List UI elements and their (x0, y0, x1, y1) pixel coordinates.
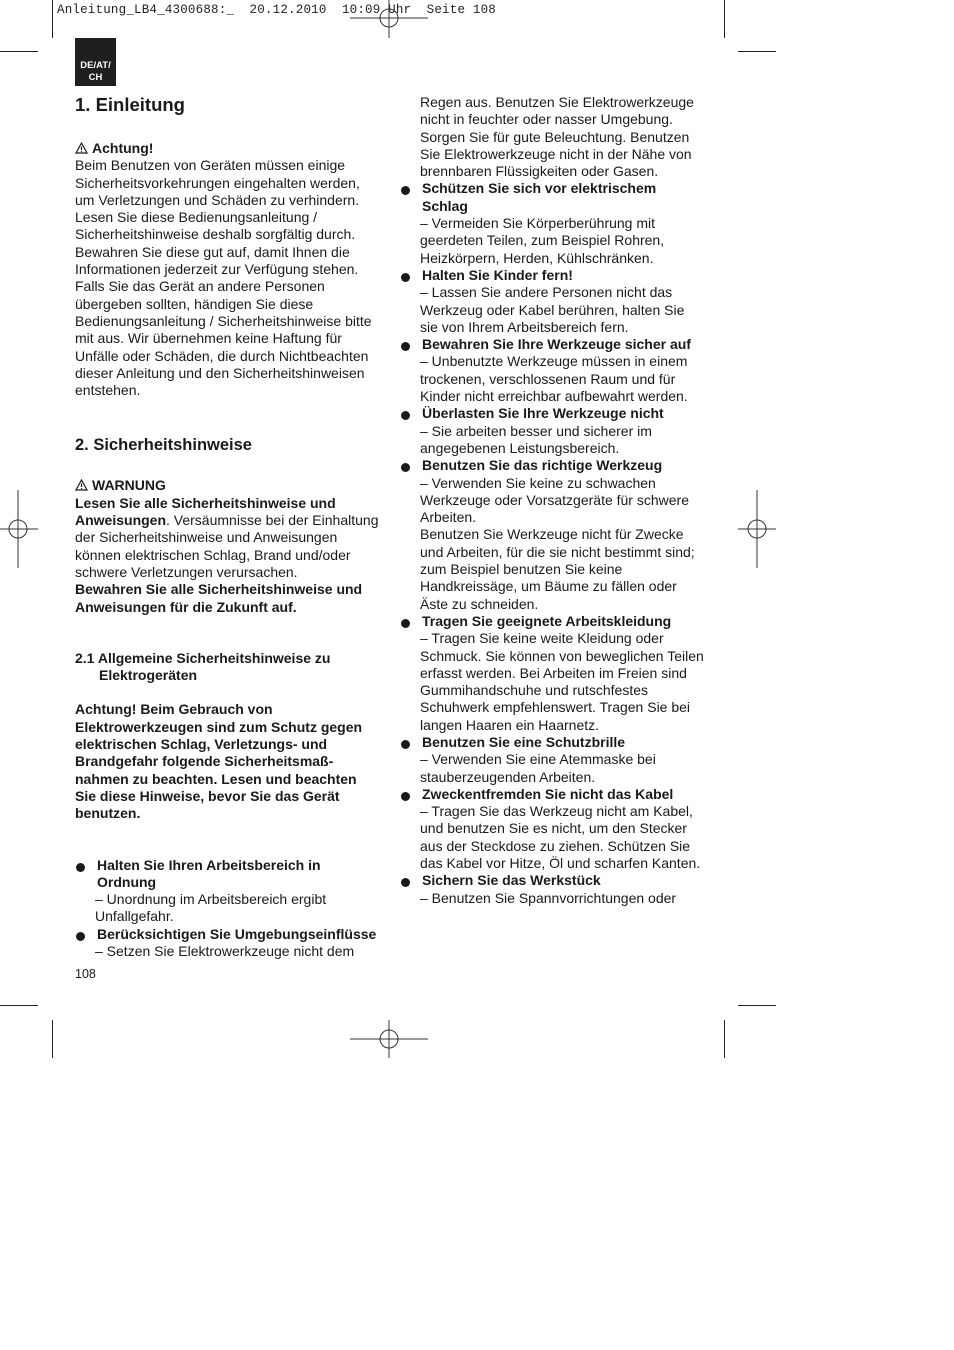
bullet-icon (401, 273, 410, 282)
warning-triangle-icon (75, 142, 88, 154)
list-item (400, 336, 705, 405)
bullet-icon (401, 411, 410, 420)
list-item-title: Bewahren Sie Ihre Werkzeuge sicher auf (422, 336, 691, 353)
bullet-icon (401, 342, 410, 351)
list-item-title: Halten Sie Ihren Arbeitsbereich in Ordnung (97, 856, 321, 890)
language-badge-line: DE/AT/ (80, 60, 111, 71)
print-header: Anleitung_LB4_4300688:_ 20.12.2010 10:09 Uhr Seite 108 (57, 3, 496, 17)
crop-mark (724, 0, 725, 38)
bullet-icon (401, 792, 410, 801)
list-item (75, 926, 380, 961)
list-item-title: Halten Sie Kinder fern! (422, 266, 573, 283)
list-item-title: Schützen Sie sich vor elektrischem Schlag (422, 180, 657, 214)
list-item (400, 786, 705, 872)
left-column (75, 94, 380, 960)
bullet-icon (401, 878, 410, 887)
list-item-title: Tragen Sie geeignete Arbeitskleidung (422, 612, 672, 629)
list-item-body: – Lassen Sie andere Personen nicht das Werkzeug oder Kabel berühren, halten Sie sie von Ihrem Arbeitsbereich fern. (420, 284, 685, 335)
crop-mark (738, 1005, 776, 1006)
list-item-body: – Setzen Sie Elektrowerkzeuge nicht dem (95, 942, 355, 959)
keep-instructions-text: Bewahren Sie alle Sicherheitshinweise und Anweisungen für die Zukunft auf. (75, 581, 363, 615)
registration-mark-icon (0, 490, 38, 568)
subsection-heading: 2.1 Allgemeine Sicherheitshinweise zu Elektrogeräten (75, 649, 331, 684)
list-item-body: – Vermeiden Sie Körperberührung mit geerdeten Teilen, zum Beispiel Rohren, Heizkörpern, Herden, Kühlschränken. (420, 215, 665, 266)
list-item (400, 457, 705, 613)
bullet-icon (401, 740, 410, 749)
list-item (400, 872, 705, 907)
list-item-body: – Verwenden Sie keine zu schwachen Werkzeuge oder Vorsatzgeräte für schwere Arbeiten. (420, 474, 689, 526)
list-item-body: – Benutzen Sie Spannvorrichtungen oder (420, 889, 677, 906)
list-item (75, 857, 380, 926)
crop-mark (0, 1005, 38, 1006)
language-badge (75, 38, 116, 86)
warning-label: WARNUNG (75, 477, 380, 494)
page-number: 108 (75, 967, 96, 981)
crop-mark (738, 51, 776, 52)
warning-triangle-icon (75, 479, 88, 491)
bullet-icon (401, 463, 410, 472)
list-item-body: – Unbenutzte Werkzeuge müssen in einem trockenen, verschlossenen Raum und für Kinder nicht erreichbar aufbewahrt werden. (420, 353, 688, 405)
introduction-text: Beim Benutzen von Geräten müssen einige Sicherheitsvorkehrungen eingehalten werden, um Verletzungen und Schäden zu verhindern. Lesen Sie diese Bedienungsanleitung / Sicherheitshinweise deshalb sorgfältig durch. Bewahren Sie diese gut auf, damit Ihnen die Informationen jederzeit zur Verfügung stehen. Falls Sie das Gerät an andere Personen übergeben sollten, händigen Sie diese Bedienungsanleitung / Sicherheitshinweise bitte mit aus. Wir übernehmen keine Haftung für Unfälle oder Schäden, die durch Nichtbeachten dieser Anleitung und den Sicherheitshinweisen entstehen. (75, 157, 372, 399)
list-item-body: – Verwenden Sie eine Atemmaske bei stauberzeugenden Arbeiten. (420, 751, 656, 785)
list-item-title: Überlasten Sie Ihre Werkzeuge nicht (422, 405, 664, 422)
bullet-icon (76, 863, 85, 872)
list-item-title: Benutzen Sie eine Schutzbrille (422, 733, 626, 750)
bullet-icon (76, 932, 85, 941)
list-item (400, 734, 705, 786)
list-item-title: Sichern Sie das Werkstück (422, 872, 601, 889)
list-item-title: Benutzen Sie das richtige Werkzeug (422, 457, 663, 474)
warning-text: Lesen Sie alle Sicherheitshinweise und Anweisungen. Versäumnisse bei der Einhaltung der Sicherheitshinweise und Anweisungen können elektrischen Schlag, Brand und/oder schwere Verletzungen verursachen. (75, 494, 379, 580)
crop-mark (52, 1020, 53, 1058)
list-item (400, 267, 705, 336)
registration-mark-icon (350, 1020, 428, 1058)
list-item-body: – Sie arbeiten besser und sicherer im angegebenen Leistungsbereich. (420, 422, 652, 456)
list-item-body: – Tragen Sie das Werkzeug nicht am Kabel, und benutzen Sie es nicht, um den Stecker aus der Steckdose zu ziehen. Schützen Sie das Kabel vor Hitze, Öl und scharfen Kanten. (420, 803, 701, 872)
bullet-icon (401, 619, 410, 628)
section-heading-safety: 2. Sicherheitshinweise (75, 436, 252, 455)
list-item (400, 613, 705, 734)
registration-mark-icon (738, 490, 776, 568)
list-item-body: Benutzen Sie Werkzeuge nicht für Zwecke und Arbeiten, für die sie nicht bestimmt sind; zum Beispiel benutzen Sie keine Handkreissäge, um Bäume zu fällen oder Äste zu schneiden. (420, 526, 695, 612)
attention-label: Achtung! (75, 140, 380, 157)
list-item-title: Berücksichtigen Sie Umgebungseinflüsse (97, 925, 377, 942)
list-item-body: – Unordnung im Arbeitsbereich ergibt Unfallgefahr. (95, 891, 327, 925)
language-badge-line: CH (88, 72, 103, 83)
list-item-title: Zweckentfremden Sie nicht das Kabel (422, 785, 674, 802)
list-item (400, 405, 705, 457)
list-item-body: – Tragen Sie keine weite Kleidung oder Schmuck. Sie können von beweglichen Teilen erfasst werden. Bei Arbeiten im Freien sind Gummihandschuhe und rutschfestes Schuhwerk empfehlenswert. Tragen Sie bei langen Haaren ein Haarnetz. (420, 630, 704, 733)
crop-mark (52, 0, 53, 38)
list-item (400, 180, 705, 266)
right-column (400, 94, 705, 907)
section-heading-introduction: 1. Einleitung (75, 94, 185, 115)
intro-warning-text: Achtung! Beim Gebrauch von Elektrowerkzeugen sind zum Schutz gegen elektrischen Schlag, Verletzungs- und Brandgefahr folgende Sicherheitsmaß-nahmen zu beachten. Lesen und beachten Sie diese Hinweise, bevor Sie das Gerät benutzen. (75, 701, 363, 822)
crop-mark (724, 1020, 725, 1058)
bullet-icon (401, 186, 410, 195)
continuation-text: Regen aus. Benutzen Sie Elektrowerkzeuge nicht in feuchter oder nasser Umgebung. Sorgen Sie für gute Beleuchtung. Benutzen Sie Elektrowerkzeuge nicht in der Nähe von brennbaren Flüssigkeiten oder Gasen. (420, 94, 694, 180)
registration-mark-icon (350, 0, 428, 38)
crop-mark (0, 51, 38, 52)
